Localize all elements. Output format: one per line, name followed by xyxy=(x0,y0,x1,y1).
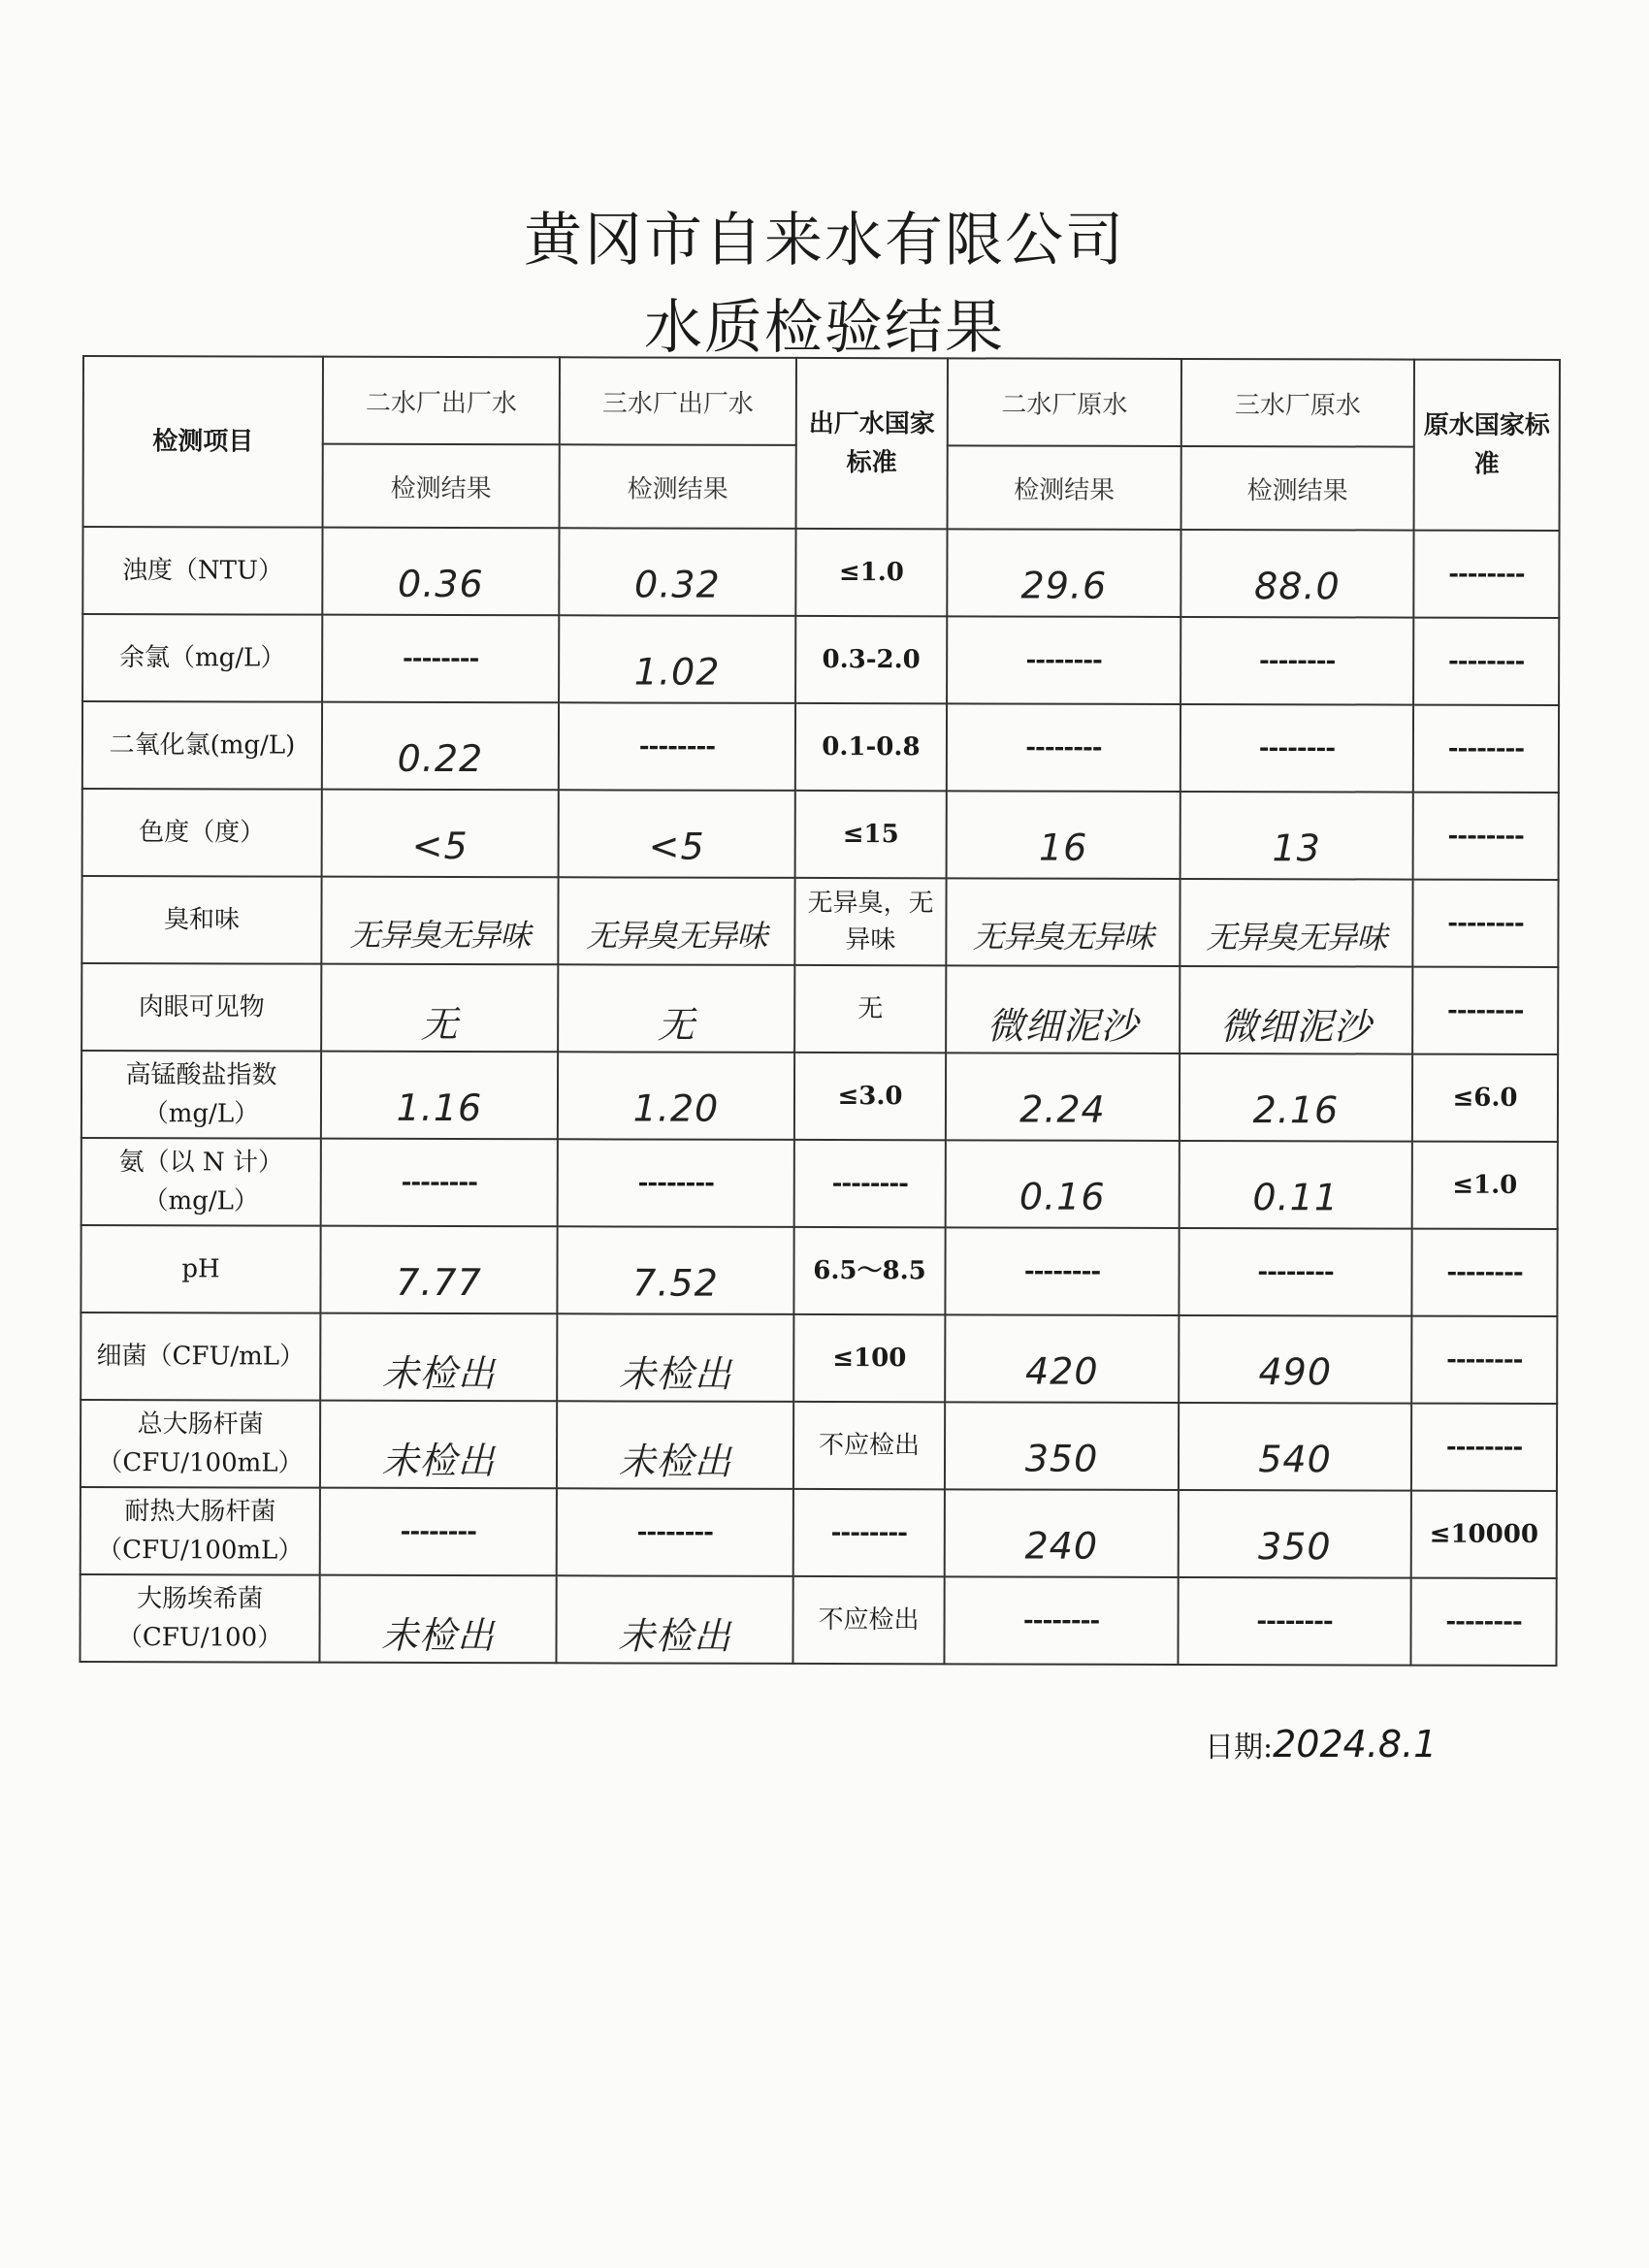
finished-water-standard: 无 xyxy=(794,965,946,1053)
result-c4 xyxy=(946,1053,1180,1141)
header-row xyxy=(83,356,1560,447)
header-col6: 原水国家标准 xyxy=(1414,360,1560,531)
report-title: 水质检验结果 xyxy=(644,294,1005,362)
raw-water-standard: -------- xyxy=(1412,967,1558,1054)
handwritten-value: <5 xyxy=(411,824,469,868)
table-row xyxy=(81,963,1558,1054)
result-c4: -------- xyxy=(945,1227,1179,1315)
result-c2: -------- xyxy=(559,702,795,791)
handwritten-value: 350 xyxy=(1024,1437,1099,1480)
handwritten-value: 无异臭无异味 xyxy=(586,917,767,955)
handwritten-value: 240 xyxy=(1024,1524,1099,1568)
handwritten-value: 88.0 xyxy=(1254,565,1341,608)
result-c5 xyxy=(1180,1053,1412,1142)
result-c1 xyxy=(321,877,558,965)
result-c1 xyxy=(321,1052,558,1140)
table-row xyxy=(82,527,1559,618)
handwritten-value: 0.11 xyxy=(1252,1176,1340,1219)
handwritten-value: 350 xyxy=(1257,1525,1332,1569)
row-item-label: 细菌（CFU/mL） xyxy=(81,1312,320,1401)
handwritten-value: 540 xyxy=(1258,1438,1332,1481)
result-c2: -------- xyxy=(558,1139,794,1227)
raw-water-standard: -------- xyxy=(1413,793,1559,880)
table-row xyxy=(80,1574,1556,1666)
result-c2 xyxy=(559,790,795,878)
table-row xyxy=(82,701,1559,793)
result-c5: -------- xyxy=(1178,1577,1410,1666)
result-c1 xyxy=(320,1401,557,1489)
result-c4: -------- xyxy=(947,703,1180,792)
raw-water-standard: -------- xyxy=(1413,618,1559,705)
result-c4 xyxy=(946,965,1180,1053)
date-value: 2024.8.1 xyxy=(1273,1723,1438,1766)
handwritten-value: 0.16 xyxy=(1018,1175,1106,1218)
finished-water-standard: ≤3.0 xyxy=(794,1053,946,1140)
result-c2 xyxy=(556,1575,792,1664)
header-result-5: 检测结果 xyxy=(1181,446,1414,531)
handwritten-value: 420 xyxy=(1024,1349,1099,1393)
finished-water-standard: 不应检出 xyxy=(793,1402,945,1489)
result-c4 xyxy=(947,529,1180,617)
result-c2 xyxy=(557,1401,793,1489)
handwritten-value: 29.6 xyxy=(1020,564,1108,607)
handwritten-value: 13 xyxy=(1272,826,1321,870)
result-c5: -------- xyxy=(1180,617,1413,705)
handwritten-value: 2.16 xyxy=(1252,1088,1340,1132)
row-item-label: 氨（以 N 计）（mg/L） xyxy=(81,1138,321,1226)
handwritten-value: 1.20 xyxy=(632,1086,720,1130)
row-item-label: 臭和味 xyxy=(81,876,321,964)
finished-water-standard: 6.5～8.5 xyxy=(793,1227,945,1314)
result-c1: -------- xyxy=(321,1139,558,1227)
result-c1 xyxy=(319,1575,556,1664)
table-row xyxy=(81,1312,1557,1404)
finished-water-standard: -------- xyxy=(793,1489,945,1576)
finished-water-standard: 无异臭，无异味 xyxy=(794,878,946,965)
handwritten-value: 无异臭无异味 xyxy=(349,916,531,955)
handwritten-value: 微细泥沙 xyxy=(1220,1004,1373,1048)
result-c2 xyxy=(558,964,794,1053)
row-item-label: 色度（度） xyxy=(82,789,322,877)
handwritten-value: 未检出 xyxy=(381,1439,496,1482)
header-col2: 三水厂出厂水 xyxy=(560,357,796,445)
row-item-label: 高锰酸盐指数（mg/L） xyxy=(81,1051,321,1139)
finished-water-standard: ≤1.0 xyxy=(795,529,947,616)
raw-water-standard: -------- xyxy=(1411,1404,1557,1491)
result-c1 xyxy=(322,790,559,878)
company-title: 黄冈市自来水有限公司 xyxy=(524,207,1125,275)
header-result-1: 检测结果 xyxy=(323,444,560,529)
handwritten-value: 1.02 xyxy=(633,650,721,694)
handwritten-value: 0.36 xyxy=(398,562,484,606)
result-c1 xyxy=(320,1313,557,1402)
result-c5 xyxy=(1179,1490,1411,1578)
handwritten-value: 未检出 xyxy=(618,1439,732,1483)
row-item-label: 大肠埃希菌（CFU/100） xyxy=(80,1574,319,1663)
finished-water-standard: 0.1-0.8 xyxy=(795,703,947,791)
row-item-label: 肉眼可见物 xyxy=(81,963,321,1052)
result-c5: -------- xyxy=(1180,704,1413,793)
result-c1: -------- xyxy=(322,615,559,703)
raw-water-standard: -------- xyxy=(1411,1229,1557,1316)
handwritten-value: 16 xyxy=(1038,826,1088,869)
result-c2 xyxy=(559,528,795,616)
handwritten-value: 490 xyxy=(1258,1350,1333,1394)
handwritten-value: 无 xyxy=(420,1002,459,1046)
finished-water-standard: -------- xyxy=(794,1140,946,1227)
result-c4: -------- xyxy=(944,1576,1178,1665)
result-c1 xyxy=(322,702,559,791)
result-c2: -------- xyxy=(557,1488,793,1576)
finished-water-standard: 不应检出 xyxy=(792,1576,944,1664)
date-label: 日期: xyxy=(1205,1731,1274,1765)
raw-water-standard: ≤6.0 xyxy=(1412,1054,1558,1142)
handwritten-value: <5 xyxy=(648,825,705,868)
result-c5 xyxy=(1180,879,1412,967)
result-c5: -------- xyxy=(1179,1228,1411,1316)
header-col4: 二水厂原水 xyxy=(948,358,1181,446)
handwritten-value: 无异臭无异味 xyxy=(972,918,1153,956)
result-c5 xyxy=(1180,792,1413,880)
raw-water-standard: ≤1.0 xyxy=(1412,1142,1558,1229)
header-result-2: 检测结果 xyxy=(560,444,796,529)
row-item-label: 总大肠杆菌（CFU/100mL） xyxy=(81,1400,320,1488)
handwritten-value: 7.77 xyxy=(396,1260,482,1305)
result-c5 xyxy=(1180,966,1412,1054)
header-col1: 二水厂出厂水 xyxy=(323,357,560,445)
handwritten-value: 7.52 xyxy=(632,1261,719,1305)
row-item-label: 二氧化氯(mg/L) xyxy=(82,701,322,790)
finished-water-standard: 0.3-2.0 xyxy=(795,616,947,703)
table-row xyxy=(81,1051,1558,1142)
raw-water-standard: ≤10000 xyxy=(1411,1491,1557,1578)
raw-water-standard: -------- xyxy=(1413,531,1559,618)
raw-water-standard: -------- xyxy=(1412,880,1558,967)
date-line xyxy=(1205,1723,1437,1766)
row-item-label: pH xyxy=(81,1225,320,1313)
result-c4: -------- xyxy=(947,616,1180,704)
table-row xyxy=(81,1225,1557,1316)
header-result-4: 检测结果 xyxy=(948,445,1181,530)
row-item-label: 耐热大肠杆菌（CFU/100mL） xyxy=(81,1487,320,1575)
result-c1 xyxy=(322,528,559,616)
handwritten-value: 1.16 xyxy=(396,1085,483,1130)
result-c4 xyxy=(946,878,1180,966)
table-row xyxy=(81,1400,1557,1491)
result-c4 xyxy=(945,1314,1179,1403)
result-c5 xyxy=(1180,530,1413,618)
result-c2 xyxy=(558,877,794,965)
handwritten-value: 0.32 xyxy=(634,563,721,606)
result-c4 xyxy=(946,1140,1180,1228)
raw-water-standard: -------- xyxy=(1413,705,1559,793)
table-row xyxy=(82,789,1559,880)
row-item-label: 余氯（mg/L） xyxy=(82,614,322,702)
handwritten-value: 未检出 xyxy=(380,1613,496,1657)
header-item: 检测项目 xyxy=(83,356,323,528)
result-c1 xyxy=(320,1226,557,1314)
result-c4 xyxy=(945,1489,1179,1577)
finished-water-standard: ≤100 xyxy=(793,1314,945,1402)
table-row xyxy=(82,614,1559,705)
result-c5 xyxy=(1180,1141,1412,1229)
result-c2 xyxy=(558,1052,794,1140)
result-c4 xyxy=(947,791,1180,879)
header-col5: 三水厂原水 xyxy=(1181,359,1414,447)
raw-water-standard: -------- xyxy=(1410,1578,1556,1666)
table-row xyxy=(81,1138,1558,1229)
result-c5 xyxy=(1179,1403,1411,1491)
table-row xyxy=(81,1487,1557,1578)
handwritten-value: 微细泥沙 xyxy=(986,1003,1139,1048)
result-c1: -------- xyxy=(320,1488,557,1576)
handwritten-value: 未检出 xyxy=(617,1613,732,1658)
result-c1 xyxy=(321,964,558,1053)
finished-water-standard: ≤15 xyxy=(795,791,947,878)
handwritten-value: 未检出 xyxy=(618,1351,732,1396)
header-col3: 出厂水国家标准 xyxy=(796,358,948,529)
result-c4 xyxy=(945,1402,1179,1490)
result-c5 xyxy=(1179,1315,1411,1404)
handwritten-value: 未检出 xyxy=(381,1351,496,1395)
handwritten-value: 无 xyxy=(657,1003,695,1047)
results-table xyxy=(79,355,1561,1667)
result-c2 xyxy=(559,615,795,703)
result-c2 xyxy=(557,1313,793,1402)
row-item-label: 浊度（NTU） xyxy=(82,527,322,615)
handwritten-value: 0.22 xyxy=(397,736,484,781)
raw-water-standard: -------- xyxy=(1411,1316,1557,1404)
handwritten-value: 无异臭无异味 xyxy=(1206,919,1387,956)
result-c2 xyxy=(557,1226,793,1314)
handwritten-value: 2.24 xyxy=(1019,1087,1106,1131)
table-row xyxy=(81,876,1558,967)
